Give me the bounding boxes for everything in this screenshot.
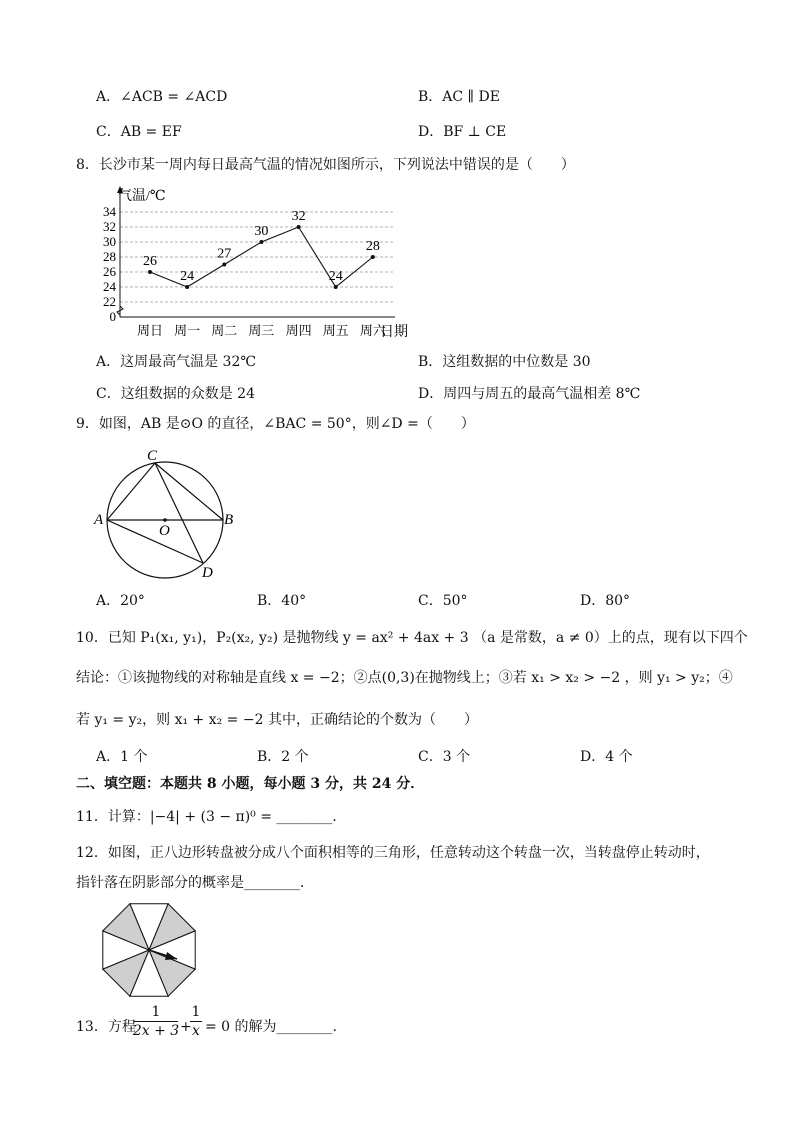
data-point [259,240,263,244]
x-tick-label: 周三 [248,323,275,338]
q7-option-a: A．∠ACB = ∠ACD [96,89,228,105]
x-tick-label: 周日 [136,323,164,338]
fraction1-numerator: 1 [151,1004,161,1020]
fraction2-numerator: 1 [191,1004,201,1020]
center-point [163,518,167,522]
label-c: C [147,448,158,464]
x-tick-label: 周四 [285,323,312,338]
temperature-line-chart [90,180,430,345]
section-heading: 二、填空题：本题共 8 小题，每小题 3 分，共 24 分． [76,776,425,792]
data-label: 24 [180,269,195,284]
y-tick-label: 34 [103,204,116,219]
q10-option-b: B．2 个 [257,749,309,765]
q9-option-d: D．80° [580,593,631,609]
q8-stem: 8．长沙市某一周内每日最高气温的情况如图所示，下列说法中错误的是（ ） [76,157,575,173]
q11: 11．计算：|−4| + (3 − π)⁰ = ________． [76,809,347,825]
fraction1-denominator: 2x + 3 [132,1023,180,1039]
fraction2-denominator: x [192,1023,200,1039]
y-axis-label: 气温/℃ [118,189,166,204]
y-tick-label: 22 [103,294,116,309]
x-tick-label: 周六 [359,323,386,338]
q8-option-b: B．这组数据的中位数是 30 [418,354,591,370]
data-label: 26 [143,254,157,269]
q9-stem: 9．如图，AB 是⊙O 的直径，∠BAC = 50°，则∠D =（ ） [76,416,475,432]
q13-fraction1 [132,1004,180,1039]
data-point [371,255,375,259]
y-tick-label: 32 [103,219,116,234]
q13-fraction2 [190,1004,202,1039]
q12-line1: 12．如图，正八边形转盘被分成八个面积相等的三角形，任意转动这个转盘一次，当转盘停止转动时， [76,845,710,861]
q9-option-b: B．40° [257,593,307,609]
q10-line1: 10．已知 P₁(x₁, y₁)，P₂(x₂, y₂) 是抛物线 y = ax² + 4ax + 3 （a 是常数，a ≠ 0）上的点，现有以下四个 [76,630,748,646]
label-a: A [94,512,104,528]
x-tick-label: 周二 [211,323,238,338]
q10-option-a: A．1 个 [96,749,148,765]
q7-option-d: D．BF ⊥ CE [418,124,507,140]
q12-line2: 指针落在阴影部分的概率是________． [76,875,314,891]
circle-geometry-figure [90,440,250,585]
q13-prefix: 13．方程 [76,1019,136,1035]
data-label: 30 [254,224,269,239]
q13-plus: + [180,1019,192,1035]
data-point [185,285,189,289]
q10-line3: 若 y₁ = y₂，则 x₁ + x₂ = −2 其中，正确结论的个数为（ ） [76,712,478,728]
y-tick-label: 28 [103,249,116,264]
y-tick-label: 26 [103,264,116,279]
data-point [148,270,152,274]
y-tick-label: 30 [103,234,116,249]
x-tick-label: 周五 [322,323,349,338]
q9-option-a: A．20° [96,593,145,609]
label-d: D [202,565,213,581]
q10-option-d: D．4 个 [580,749,633,765]
chord-cd [155,463,203,563]
x-axis-label: 日期 [380,325,408,340]
q9-option-c: C．50° [418,593,468,609]
y-tick-label: 24 [103,279,116,294]
q8-option-a: A．这周最高气温是 32℃ [96,354,257,370]
data-point [297,225,301,229]
data-label: 32 [291,209,306,224]
chord-cb [155,463,223,520]
q10-option-c: C．3 个 [418,749,471,765]
q7-option-b: B．AC ∥ DE [418,89,500,105]
q8-option-d: D．周四与周五的最高气温相差 8℃ [418,386,641,402]
octagon-spinner [92,898,207,1006]
data-point [222,263,226,267]
label-o: O [159,523,170,539]
data-label: 28 [365,239,380,254]
q10-line2: 结论：①该抛物线的对称轴是直线 x = −2；②点(0,3)在抛物线上；③若 x₁ > x₂ > −2 ，则 y₁ > y₂；④ [76,670,733,686]
label-b: B [224,512,234,528]
data-label: 27 [217,246,232,262]
q8-option-c: C．这组数据的众数是 24 [96,386,255,402]
y-tick-label: 0 [109,309,116,324]
data-label: 24 [328,269,343,284]
data-point [334,285,338,289]
chord-ad [107,520,203,563]
q7-option-c: C．AB = EF [96,124,182,140]
q13-suffix: = 0 的解为________. [205,1019,337,1035]
x-tick-label: 周一 [174,323,201,338]
